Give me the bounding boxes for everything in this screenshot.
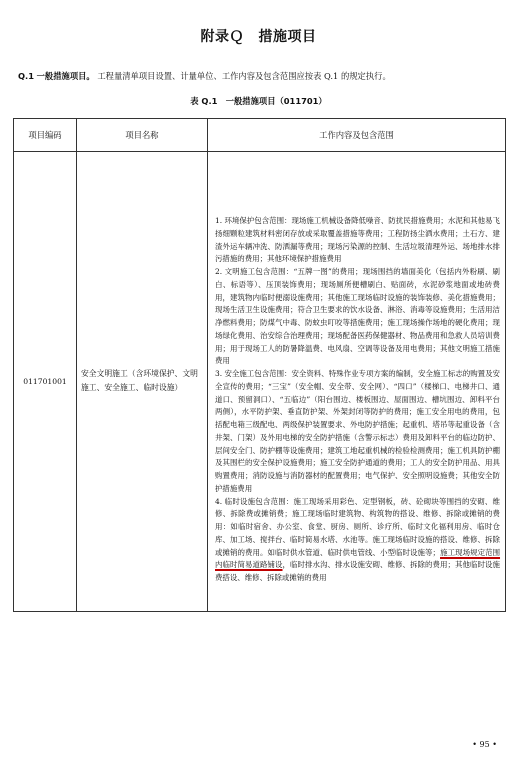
item-name: 安全文明施工（含环境保护、文明施工、安全施工、临时设施） [77,152,208,612]
section-number: Q.1 [18,71,34,81]
item-code: 011701001 [14,152,77,612]
section-heading: 一般措施项目。 [36,71,95,81]
header-code: 项目编码 [14,119,77,152]
table-row [14,152,506,612]
content-item-safety: 3. 安全施工包含范围：安全资料、特殊作业专项方案的编制，安全施工标志的购置及安全宣传的费用；“三宝”（安全帽、安全带、安全网）、“四口”（楼梯口、电梯井口、通道口、预留洞口）、“五临边”（阳台围边、楼板围边、屋面围边、槽坑围边、卸料平台两侧），水平防护架、垂直防护架、外架封闭等防护的费用；施工安全用电的费用，包括配电箱三级配电、两级保护装置要求、外电防护措施；起重机、塔吊等起重设备（含井架、门架）及外用电梯的安全防护措施（含警示标志）费用及卸料平台的临边防护、层间安全门、防护棚等设施费用；建筑工地起重机械的检验检测费用；施工机具防护棚及其围栏的安全保护设施费用；施工安全防护通道的费用；工人的安全防护用品、用具购置费用；消防设施与消防器材的配置费用；电气保护、安全照明设施费；其他安全防护措施费用 [215,369,500,493]
table-header-row [14,119,506,152]
header-name: 项目名称 [77,119,208,152]
header-content: 工作内容及包含范围 [208,119,506,152]
underlined-annotation: 施工现场规定范围内临时简易道路铺设 [215,547,501,570]
measures-table [13,118,506,612]
section-intro [18,70,499,82]
page-number: • 95 • [472,740,497,749]
content-item-temporary [215,496,500,585]
content-item-civilized: 2. 文明施工包含范围：“五牌一图”的费用；现场围挡的墙面美化（包括内外粉刷、刷白、标语等）、压顶装饰费用；现场厕所便槽刷白、贴面砖，水泥砂浆地面或地砖费用，建筑物内临时便溺设施费用；其他施工现场临时设施的装饰装修、美化措施费用；现场生活卫生设施费用；符合卫生要求的饮水设备、淋浴、消毒等设施费用；生活用洁净燃料费用；防煤气中毒、防蚊虫叮咬等措施费用；施工现场操作场地的硬化费用；现场绿化费用、治安综合治理费用；现场配备医药保健器材、物品费用和急救人员培训费用；用于现场工人的防暑降温费、电风扇、空调等设备及用电费用；其他文明施工措施费用 [215,267,500,366]
page-title: 附录Ｑ 措施项目 [200,29,317,45]
table-caption: 表 Q.1 一般措施项目（011701） [190,96,327,106]
temporary-text-before: 4. 临时设施包含范围：施工现场采用彩色、定型钢板，砖、砼砌块等围挡的安砌、维修、拆除费或摊销费；施工现场临时建筑物、构筑物的搭设、维修、拆除或摊销的费用：如临时宿舍、办公室、食堂、厨房、厕所、诊疗所、临时文化福利用房、临时仓库、加工场、搅拌台、临时简易水塔、水池等。施工现场临时设施的搭设、维修、拆除或摊销的费用。如临时供水管道、临时供电管线、小型临时设施等； [215,496,500,557]
section-text: 工程量清单项目设置、计量单位、工作内容及包含范围应按表 Q.1 的规定执行。 [97,71,391,81]
item-content [208,152,506,612]
content-item-environment: 1. 环境保护包含范围：现场施工机械设备降低噪音、防扰民措施费用；水泥和其他易飞扬细颗粒建筑材料密闭存放或采取覆盖措施等费用；工程防扬尘洒水费用；土石方、建渣外运车辆冲洗、防洒漏等费用；现场污染源的控制、生活垃圾清理外运、场地排水排污措施的费用；其他环境保护措施费用 [215,216,500,264]
temporary-text-after: ，临时排水沟、排水设施安砌、维修、拆除的费用；其他临时设施费搭设、维修、拆除或摊销的费用 [215,560,500,582]
